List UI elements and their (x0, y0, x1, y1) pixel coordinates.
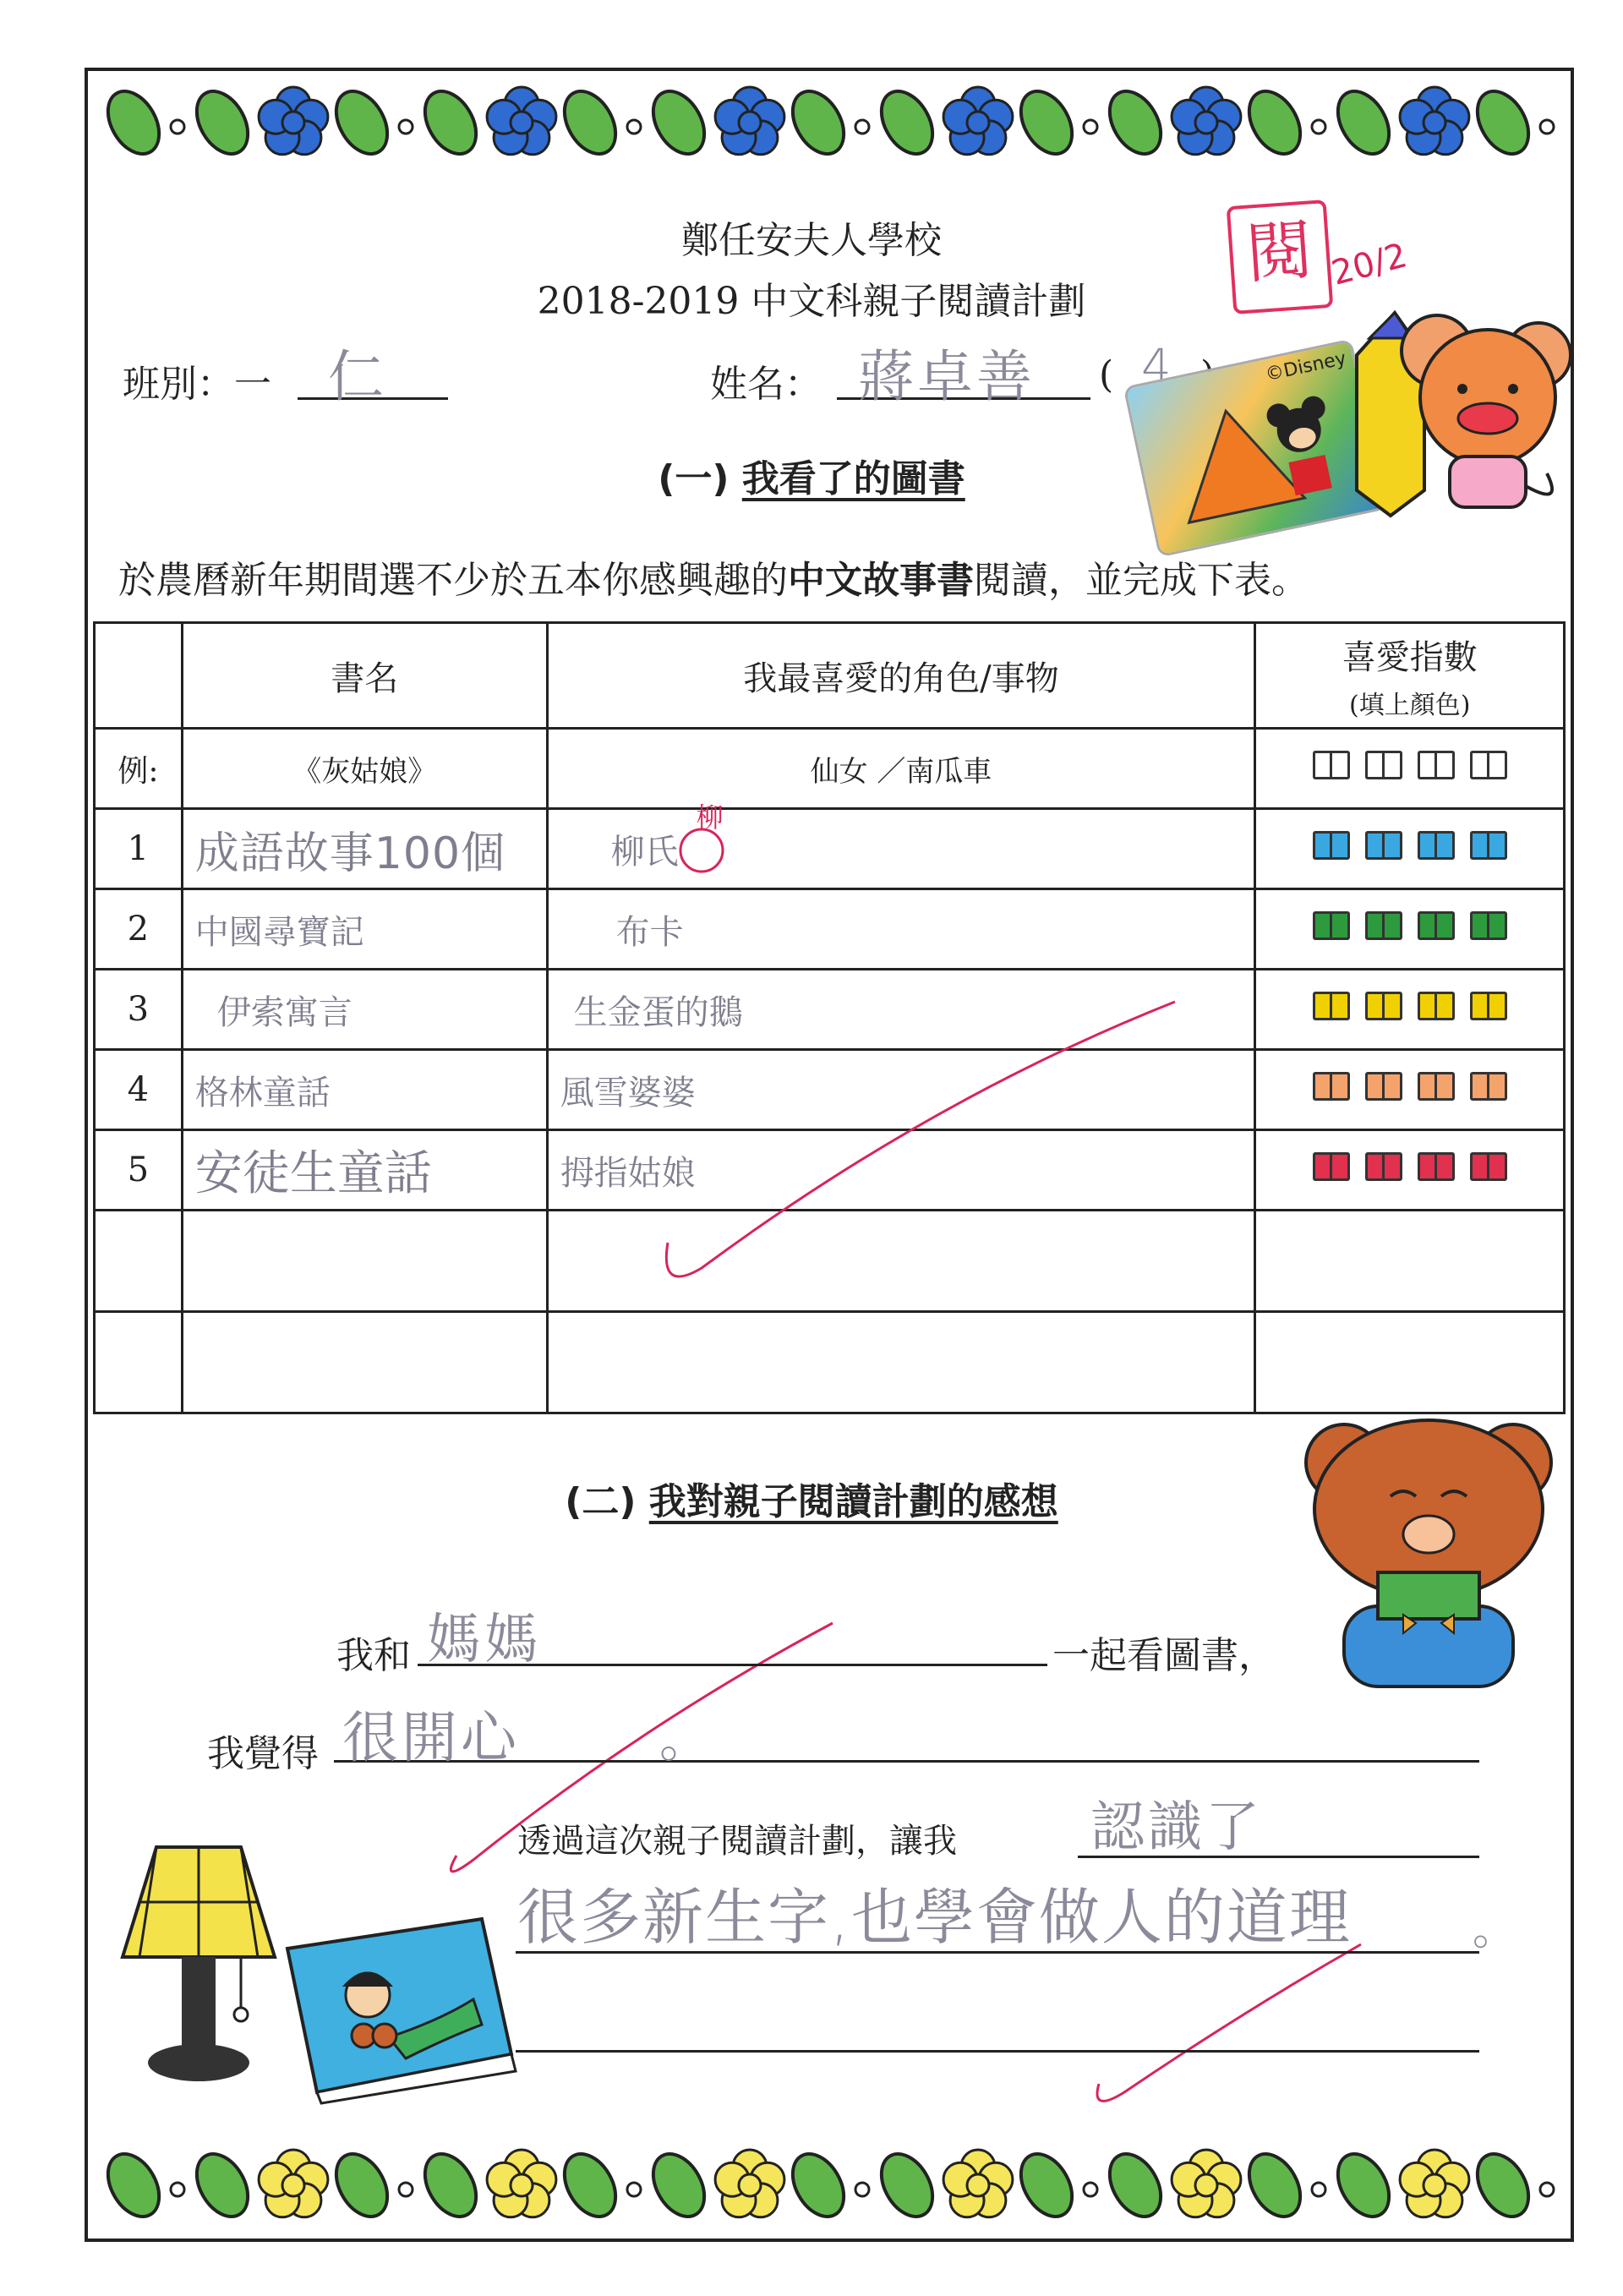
row-book: 成語故事100個 (182, 809, 547, 889)
row-book: 中國尋寶記 (182, 889, 547, 970)
reflection-line3-label: 透過這次親子閱讀計劃，讓我 (517, 1822, 957, 1861)
lamp-icon (114, 1839, 283, 2092)
instruction-end: 閱讀，並完成下表。 (974, 559, 1309, 602)
number-value: 4 (1141, 340, 1175, 395)
section1-heading: 我看了的圖書 (741, 457, 965, 500)
correction-circle (680, 829, 723, 872)
check-mark (666, 1002, 1175, 1276)
row-book: 伊索寓言 (182, 970, 547, 1050)
row-number: 3 (95, 970, 183, 1050)
row-number: 5 (95, 1130, 183, 1211)
reflection-line1-label: 我和 (336, 1634, 411, 1677)
reflection-line1-suffix: 一起看圖書， (1052, 1634, 1276, 1677)
section2-heading: 我對親子閱讀計劃的感想 (648, 1480, 1058, 1523)
row-book: 格林童話 (182, 1050, 547, 1130)
mermaid-picture-book-icon (279, 1911, 524, 2105)
row-favorite: 布卡 (547, 889, 1255, 970)
row-number: 4 (95, 1050, 183, 1130)
header-favorite: 我最喜愛的角色/事物 (547, 623, 1255, 729)
rating-note: (填上顏色) (1349, 690, 1471, 720)
reflection-line2-end: 。 (659, 1710, 713, 1769)
row-number: 1 (95, 809, 183, 889)
check-mark (1097, 1944, 1361, 2101)
reflection-line2-value: 很開心 (342, 1705, 520, 1770)
favorite-text: 柳氏 (610, 832, 679, 872)
section1-prefix: (一) (658, 457, 730, 500)
section2-prefix: (二) (565, 1480, 637, 1523)
plan-title: 2018-2019 中文科親子閱讀計劃 (537, 280, 1086, 323)
row-favorite: 風雪婆婆 (547, 1050, 1255, 1130)
stamp-date: 20/2 (1327, 236, 1412, 293)
teacher-correction: 柳 (696, 801, 724, 834)
school-name: 鄭任安夫人學校 (681, 219, 942, 262)
example-book: 《灰姑娘》 (182, 729, 547, 809)
name-value: 蔣卓善 (858, 344, 1036, 409)
reflection-line4-end: 。 (1473, 1905, 1521, 1955)
header-book: 書名 (182, 623, 547, 729)
name-label: 姓名： (710, 363, 822, 406)
reflection-line1-value: 媽媽 (427, 1609, 542, 1671)
instruction-start: 於農曆新年期間選不少於五本你感興趣的 (118, 559, 788, 602)
row-favorite: 生金蛋的鵝 (547, 970, 1255, 1050)
reflection-line3-value: 認識了 (1090, 1796, 1263, 1859)
row-favorite: 拇指姑娘 (547, 1130, 1255, 1211)
teacher-approval-stamp: 閱 (1227, 200, 1334, 314)
number-open: ( (1099, 353, 1114, 396)
reflection-line5-underline (516, 2050, 1479, 2053)
example-label: 例: (95, 729, 183, 809)
row-number: 2 (95, 889, 183, 970)
row-book: 安徒生童話 (182, 1130, 547, 1211)
rating-title: 喜愛指數 (1342, 637, 1478, 677)
reflection-line4-value: 很多新生字,也學會做人的道理 (517, 1882, 1352, 1953)
example-favorite: 仙女 ／南瓜車 (547, 729, 1255, 809)
class-label: 班別：一 (123, 363, 271, 406)
disney-brand: ©Disney (1263, 347, 1348, 386)
bear-reading-book-icon (1298, 1412, 1568, 1699)
reflection-line2-label: 我覺得 (207, 1732, 319, 1775)
instruction-bold: 中文故事書 (788, 559, 974, 602)
section2-title (0, 1471, 1623, 1525)
class-value: 仁 (328, 344, 387, 409)
